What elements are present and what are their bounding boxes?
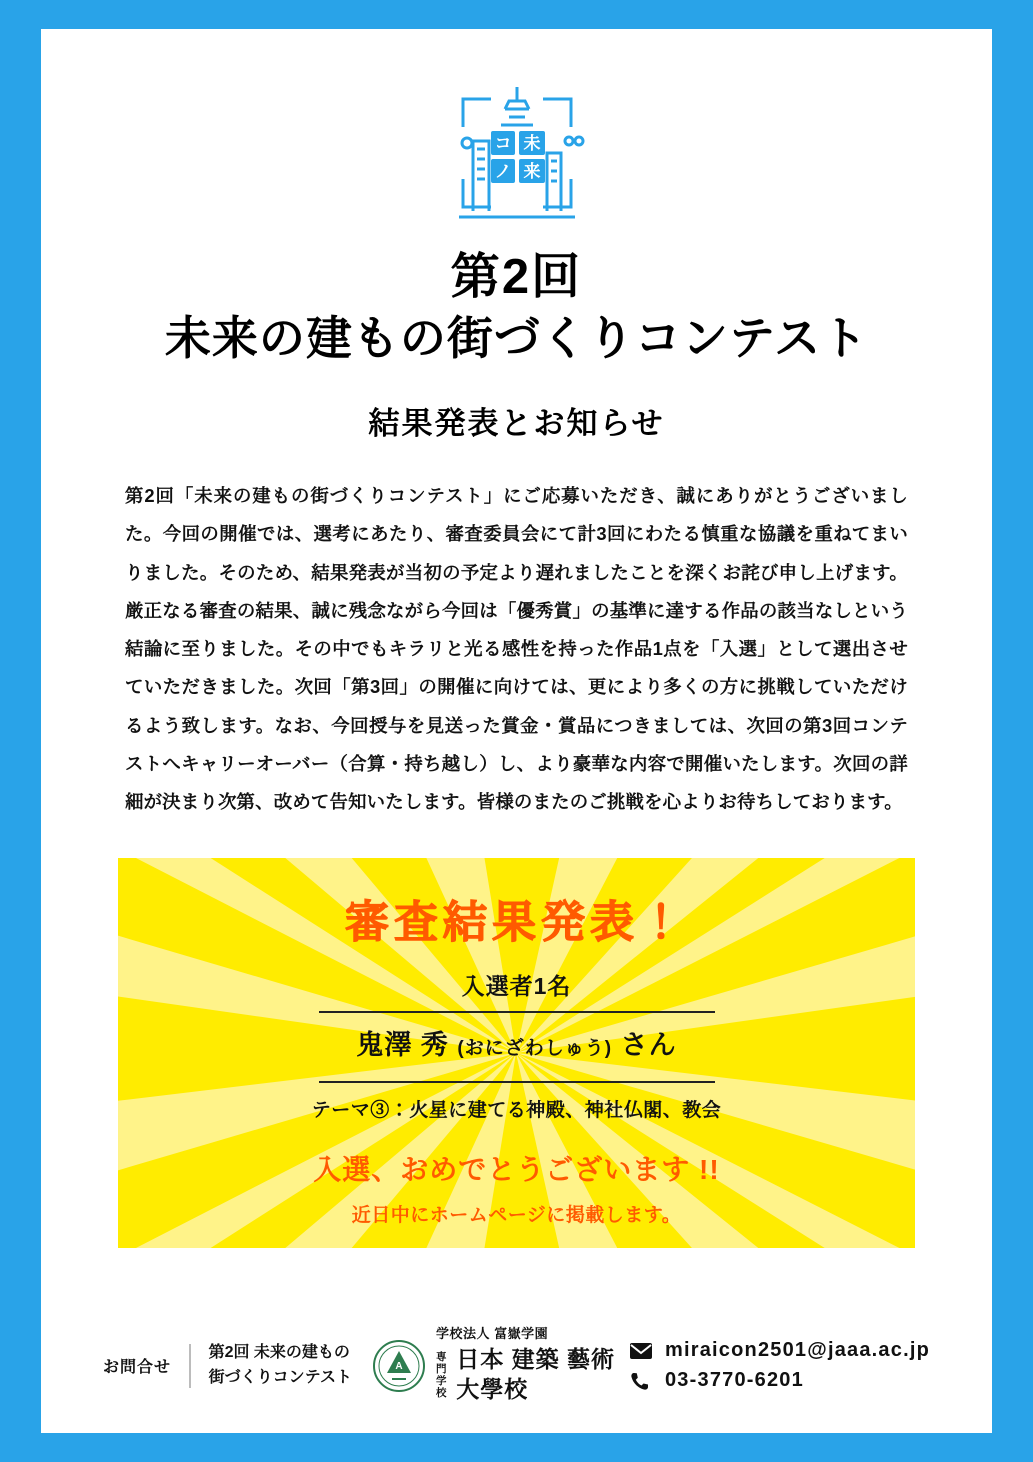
- congratulations-message: 入選、おめでとうございます !!: [313, 1153, 720, 1185]
- school-name-row: [436, 1345, 629, 1405]
- school-type: [436, 1351, 451, 1399]
- school-corporation: 学校法人 富嶽学園: [435, 1326, 549, 1342]
- phone-icon: [629, 1371, 653, 1391]
- school-type-line-1: 専門: [435, 1350, 447, 1376]
- school-emblem-icon: [372, 1339, 426, 1393]
- footer-divider: [189, 1344, 191, 1388]
- title-line-1: 第2回: [450, 250, 583, 304]
- winner-name-row: [118, 1013, 915, 1071]
- svg-text:A: A: [395, 1360, 403, 1372]
- footer: [41, 1326, 992, 1405]
- contact-block: [629, 1339, 930, 1392]
- svg-text:未: 未: [523, 134, 540, 153]
- result-content: [118, 858, 915, 1227]
- phone-row[interactable]: [629, 1369, 930, 1392]
- school-text: [436, 1326, 629, 1405]
- result-panel: [118, 858, 915, 1248]
- winner-name-kana: (おにざわしゅう): [457, 1037, 613, 1059]
- school-block: [372, 1326, 629, 1405]
- svg-text:来: 来: [523, 162, 540, 181]
- footer-contest-name: [209, 1341, 352, 1391]
- title-line-2: 未来の建もの街づくりコンテスト: [164, 311, 869, 364]
- phone-number: 03-3770-6201: [664, 1369, 804, 1392]
- email-address: miraicon2501@jaaa.ac.jp: [664, 1339, 930, 1362]
- svg-text:コ: コ: [494, 134, 511, 153]
- winner-name-suffix: さん: [620, 1029, 677, 1060]
- contact-label: お問合せ: [103, 1359, 172, 1377]
- footer-contest-line-1: 第2回 未来の建もの: [208, 1343, 350, 1361]
- logo-container: [41, 79, 992, 227]
- svg-text:ノ: ノ: [494, 162, 511, 181]
- page-subtitle: 結果発表とお知らせ: [368, 406, 665, 441]
- divider-bottom: [319, 1081, 715, 1083]
- mirai-con-logo-icon: [443, 79, 591, 227]
- school-type-line-2: 学校: [435, 1375, 447, 1400]
- flyer-page: [41, 29, 992, 1433]
- mail-icon: [629, 1341, 653, 1361]
- page-title: [41, 249, 992, 366]
- winner-count: 入選者1名: [461, 972, 572, 999]
- winner-name: 鬼澤 秀: [356, 1029, 449, 1060]
- result-heading: 審査結果発表！: [345, 897, 688, 947]
- school-name: 日本 建築 藝術 大學校: [456, 1346, 615, 1403]
- congratulations-subnote: 近日中にホームページに掲載します。: [351, 1204, 682, 1226]
- email-row[interactable]: [629, 1339, 930, 1362]
- announcement-paragraph: 第2回「未来の建もの街づくりコンテスト」にご応募いただき、誠にありがとうございました。今回の開催では、選考にあたり、審査委員会にて計3回にわたる慎重な協議を重ねてまいりました。そのため、結果発表が当初の予定より遅れましたことを深くお詫び申し上げます。厳正なる審査の結果、誠に残念ながら今回は「優秀賞」の基準に達する作品の該当なしという結論に至りました。その中でもキラリと光る感性を持った作品1点を「入選」として選出させていただきました。次回「第3回」の開催に向けては、更により多くの方に挑戦していただけるよう致します。なお、今回授与を見送った賞金・賞品につきましては、次回の第3回コンテストへキャリーオーバー（合算・持ち越し）し、より豪華な内容で開催いたします。次回の詳細が決まり次第、改めて告知いたします。皆様のまたのご挑戦を心よりお待ちしております。: [125, 485, 908, 813]
- footer-contest-line-2: 街づくりコンテスト: [208, 1368, 352, 1386]
- winner-theme: テーマ③：火星に建てる神殿、神社仏閣、教会: [311, 1099, 722, 1121]
